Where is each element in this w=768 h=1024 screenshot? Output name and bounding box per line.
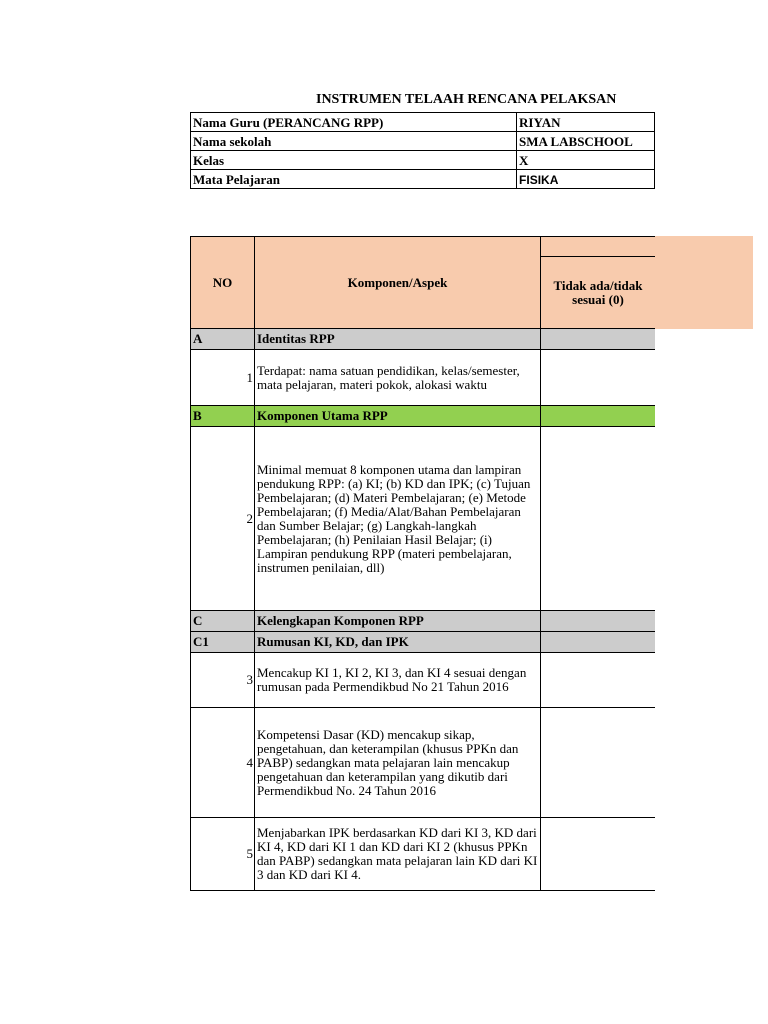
section-label: Komponen Utama RPP: [254, 405, 541, 427]
info-label: Mata Pelajaran: [191, 170, 517, 189]
info-label: Nama Guru (PERANCANG RPP): [191, 113, 517, 132]
score-cell[interactable]: [540, 405, 655, 427]
info-value: FISIKA: [517, 170, 655, 189]
header-score-group: [540, 236, 655, 257]
item-number: 4: [190, 707, 255, 818]
info-value: X: [517, 151, 655, 170]
item-number: 5: [190, 817, 255, 891]
score-cell[interactable]: [540, 328, 655, 350]
info-row-subject: [191, 170, 655, 189]
item-text: Terdapat: nama satuan pendidikan, kelas/semester, mata pelajaran, materi pokok, alokasi waktu: [254, 349, 541, 406]
score-cell[interactable]: [540, 631, 655, 653]
header-score-0: Tidak ada/tidak sesuai (0): [540, 256, 655, 329]
header-overflow-band: [655, 236, 753, 329]
score-cell[interactable]: [540, 426, 655, 611]
score-cell[interactable]: [540, 707, 655, 818]
header-no: NO: [190, 236, 255, 329]
section-label: Rumusan KI, KD, dan IPK: [254, 631, 541, 653]
item-number: 1: [190, 349, 255, 406]
score-cell[interactable]: [540, 817, 655, 891]
info-value: SMA LABSCHOOL: [517, 132, 655, 151]
item-text: Minimal memuat 8 komponen utama dan lampiran pendukung RPP: (a) KI; (b) KD dan IPK; (c) Tujuan Pembelajaran; (d) Materi Pembelajaran; (e) Metode Pembelajaran; (f) Media/Alat/Bahan Pembelajaran dan Sumber Belajar; (g) Langkah-langkah Pembelajaran; (h) Penilaian Hasil Belajar; (i) Lampiran pendukung RPP (materi pembelajaran, instrumen penilaian, dll): [254, 426, 541, 611]
info-row-school: [191, 132, 655, 151]
info-row-class: [191, 151, 655, 170]
document-title: INSTRUMEN TELAAH RENCANA PELAKSAN: [316, 92, 617, 107]
score-cell[interactable]: [540, 610, 655, 632]
header-aspek: Komponen/Aspek: [254, 236, 541, 329]
info-value: RIYAN: [517, 113, 655, 132]
info-label: Kelas: [191, 151, 517, 170]
info-label: Nama sekolah: [191, 132, 517, 151]
item-number: 3: [190, 652, 255, 708]
section-code: C1: [190, 631, 255, 653]
score-cell[interactable]: [540, 652, 655, 708]
section-code: B: [190, 405, 255, 427]
item-text: Mencakup KI 1, KI 2, KI 3, dan KI 4 sesuai dengan rumusan pada Permendikbud No 21 Tahun 2016: [254, 652, 541, 708]
score-cell[interactable]: [540, 349, 655, 406]
info-row-teacher: [191, 113, 655, 132]
item-number: 2: [190, 426, 255, 611]
section-code: C: [190, 610, 255, 632]
item-text: Kompetensi Dasar (KD) mencakup sikap, pengetahuan, dan keterampilan (khusus PPKn dan PABP) sedangkan mata pelajaran lain mencakup pengetahuan dan keterampilan yang dikutib dari Permendikbud No. 24 Tahun 2016: [254, 707, 541, 818]
section-code: A: [190, 328, 255, 350]
item-text: Menjabarkan IPK berdasarkan KD dari KI 3, KD dari KI 4, KD dari KI 1 dan KD dari KI 2 (khusus PPKn dan PABP) sedangkan mata pelajaran lain KD dari KI 3 dan KD dari KI 4.: [254, 817, 541, 891]
teacher-info-table: [190, 112, 655, 189]
section-label: Identitas RPP: [254, 328, 541, 350]
section-label: Kelengkapan Komponen RPP: [254, 610, 541, 632]
